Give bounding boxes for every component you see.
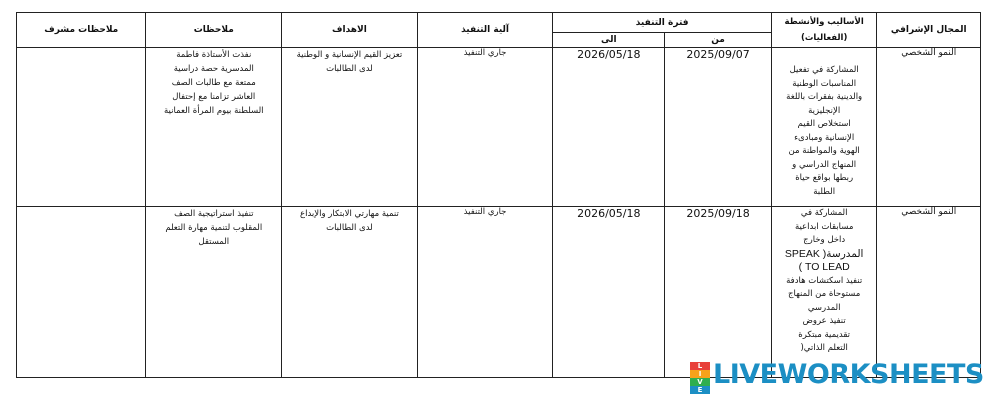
notes-line: المقلوب لتنمية مهارة التعلم (165, 223, 263, 233)
cell-supervisor-notes (17, 48, 146, 207)
plan-table (16, 12, 981, 378)
header-supervisor-notes: ملاحظات مشرف (17, 13, 146, 48)
cell-supervisor-notes (17, 207, 146, 378)
methods-line: المناسبات الوطنية (792, 78, 857, 89)
methods-line: الإنسانية ومبادىء (794, 132, 855, 143)
cell-methods (771, 207, 877, 378)
goals-line: لدى الطالبات (326, 64, 373, 74)
header-period: فترة التنفيذ (553, 13, 771, 33)
notes-line: المدسرية حصة دراسية (173, 64, 254, 74)
logo-letter: L (690, 362, 710, 370)
cell-to: 2026/05/18 (553, 48, 665, 207)
methods-line: المدرسي (807, 302, 841, 313)
methods-line: المشاركة في تفعيل (789, 65, 859, 75)
cell-methods (771, 48, 877, 207)
methods-line: الطلبة (813, 186, 836, 197)
table-row (17, 207, 981, 378)
cell-notes (146, 48, 282, 207)
header-methods (771, 13, 877, 48)
methods-line: التعلم الذاتي( (800, 343, 848, 353)
methods-line: مستوحاة من المنهاج (788, 289, 861, 299)
header-goals: الاهداف (282, 13, 418, 48)
cell-domain: النمو الشخصي (877, 48, 981, 207)
methods-line: تنفيذ عروض (802, 316, 846, 326)
goals-line: تعزيز القيم الإنسانية و الوطنية (296, 50, 403, 60)
notes-line: تنفيذ استراتيجية الصف (174, 209, 254, 219)
methods-line: والدينية بفقرات باللغة (786, 92, 863, 102)
methods-line: الهوية والمواطنة من (788, 146, 860, 156)
notes-line: السلطنة بيوم المرأة العمانية (164, 106, 264, 116)
methods-line: ربطها بواقع حياة (795, 173, 854, 183)
table-row (17, 48, 981, 207)
cell-mechanism: جاري التنفيذ (417, 207, 553, 378)
cell-from: 2025/09/07 (665, 48, 772, 207)
methods-line: الإنجليزية (808, 105, 841, 116)
logo-letter: E (690, 386, 710, 394)
methods-line: المدرسة( SPEAK (784, 247, 864, 260)
methods-line: مسابقات ابداعية (794, 221, 854, 232)
cell-goals (282, 48, 418, 207)
methods-line: استخلاص القيم (797, 119, 851, 129)
cell-domain: النمو الشخصي (877, 207, 981, 378)
cell-mechanism: جاري التنفيذ (417, 48, 553, 207)
methods-line: TO LEAD ) (798, 261, 850, 273)
header-methods-label: الأساليب والأنشطة (الفعاليات) (784, 17, 864, 43)
cell-notes (146, 207, 282, 378)
cell-from: 2025/09/18 (665, 207, 772, 378)
notes-line: المستقل (198, 237, 230, 247)
methods-line: تقديمية مبتكرة (798, 329, 851, 340)
header-from: من (665, 33, 772, 48)
header-domain: المجال الإشرافي (877, 13, 981, 48)
notes-line: نفذت الأستاذة فاطمة (176, 50, 252, 60)
liveworksheets-logo-icon (690, 361, 710, 394)
goals-line: تنمية مهارتي الابتكار والإبداع (300, 209, 399, 219)
logo-letter: V (690, 378, 710, 386)
notes-line: ممتعة مع طالبات الصف (171, 78, 256, 88)
header-mechanism: آلية التنفيذ (417, 13, 553, 48)
methods-line: داخل وخارج (803, 235, 846, 245)
header-row (17, 13, 981, 33)
notes-line: العاشر تزامنا مع إحتفال (172, 92, 256, 102)
liveworksheets-watermark (690, 359, 984, 394)
watermark-text: LIVEWORKSHEETS (713, 359, 984, 390)
methods-line: تنفيذ اسكتشات هادفة (786, 275, 863, 286)
cell-goals (282, 207, 418, 378)
cell-to: 2026/05/18 (553, 207, 665, 378)
methods-line: المشاركة في (800, 208, 848, 218)
logo-letter: I (690, 370, 710, 378)
goals-line: لدى الطالبات (326, 223, 373, 233)
header-to: الى (553, 33, 665, 48)
methods-line: المنهاج الدراسي و (792, 159, 857, 170)
header-notes: ملاحظات (146, 13, 282, 48)
